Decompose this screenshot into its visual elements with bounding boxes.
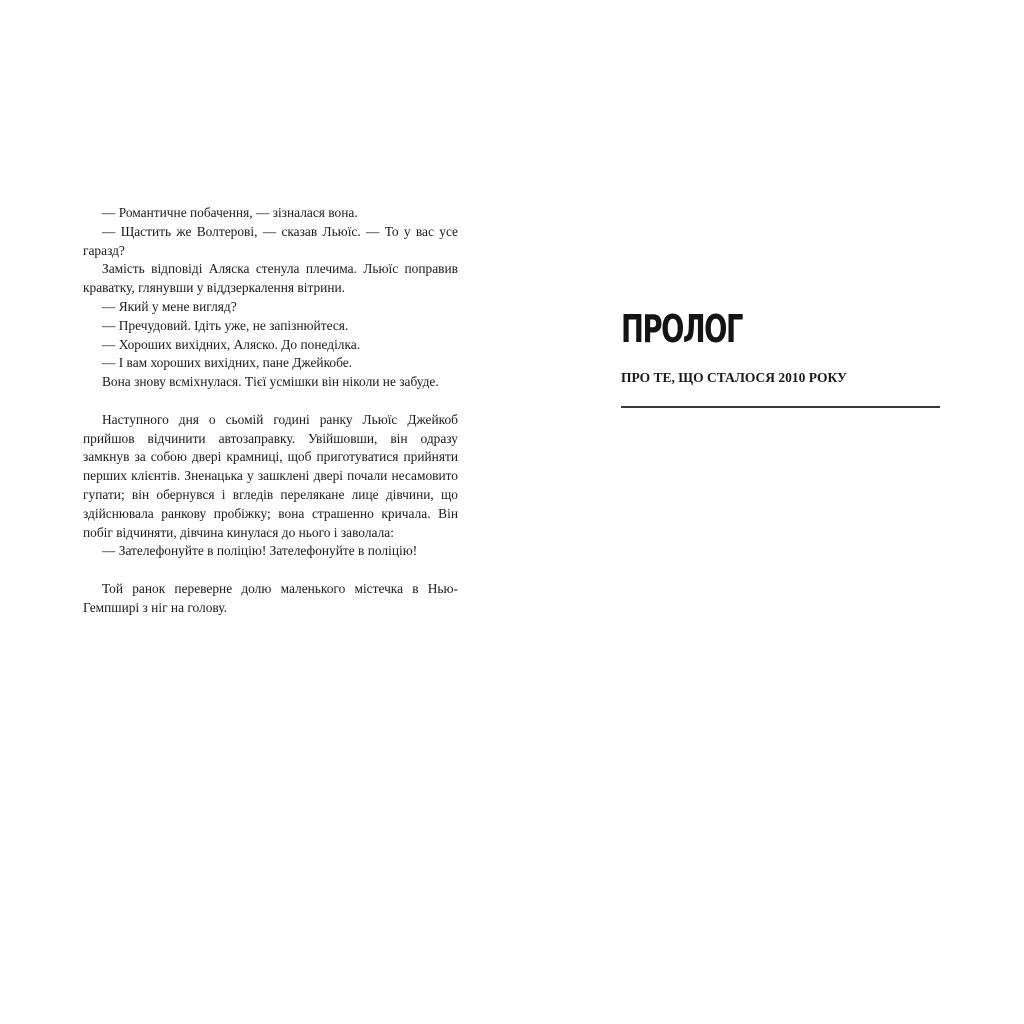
paragraph: — Пречудовий. Ідіть уже, не запізнюйтеся. bbox=[102, 317, 349, 333]
left-page-body bbox=[83, 204, 458, 618]
paragraph: — Який у мене вигляд? bbox=[102, 298, 237, 314]
chapter-title: ПРОЛОГ bbox=[621, 307, 742, 351]
paragraph: — І вам хороших вихідних, пане Джейкобе. bbox=[102, 355, 353, 371]
right-page-chapter-opener bbox=[621, 306, 941, 387]
paragraph: — Щастить же Волтерові, — сказав Льюїс. — То у вас усе гаразд? bbox=[83, 223, 458, 258]
chapter-divider-rule bbox=[621, 406, 940, 408]
paragraph: Вона знову всміхнулася. Тієї усмішки він ніколи не забуде. bbox=[102, 374, 439, 390]
paragraph: Наступного дня о сьомій годині ранку Льюїс Джейкоб прийшов відчинити автозаправку. Увійшовши, він одразу замкнув за собою двері крамниці, щоб приготуватися прийняти перших клієнтів. Зненацька у зашклені двері почали несамовито гупати; він обернувся і вгледів перелякане лице дівчини, що здійснювала ранкову пробіжку; вона страшенно кричала. Він побіг відчиняти, дівчина кинулася до нього і заволала: bbox=[83, 411, 458, 540]
paragraph: — Романтичне побачення, — зізналася вона. bbox=[102, 205, 358, 220]
paragraph: Той ранок переверне долю маленького містечка в Нью-Гемпширі з ніг на голову. bbox=[83, 580, 458, 615]
chapter-subtitle: ПРО ТЕ, ЩО СТАЛОСЯ 2010 РОКУ bbox=[621, 370, 847, 385]
paragraph: — Хороших вихідних, Аляско. До понеділка. bbox=[102, 336, 361, 352]
paragraph: — Зателефонуйте в поліцію! Зателефонуйте в поліцію! bbox=[102, 543, 418, 559]
paragraph: Замість відповіді Аляска стенула плечима. Льюїс поправив краватку, глянувши у віддзеркалення вітрини. bbox=[83, 261, 458, 296]
